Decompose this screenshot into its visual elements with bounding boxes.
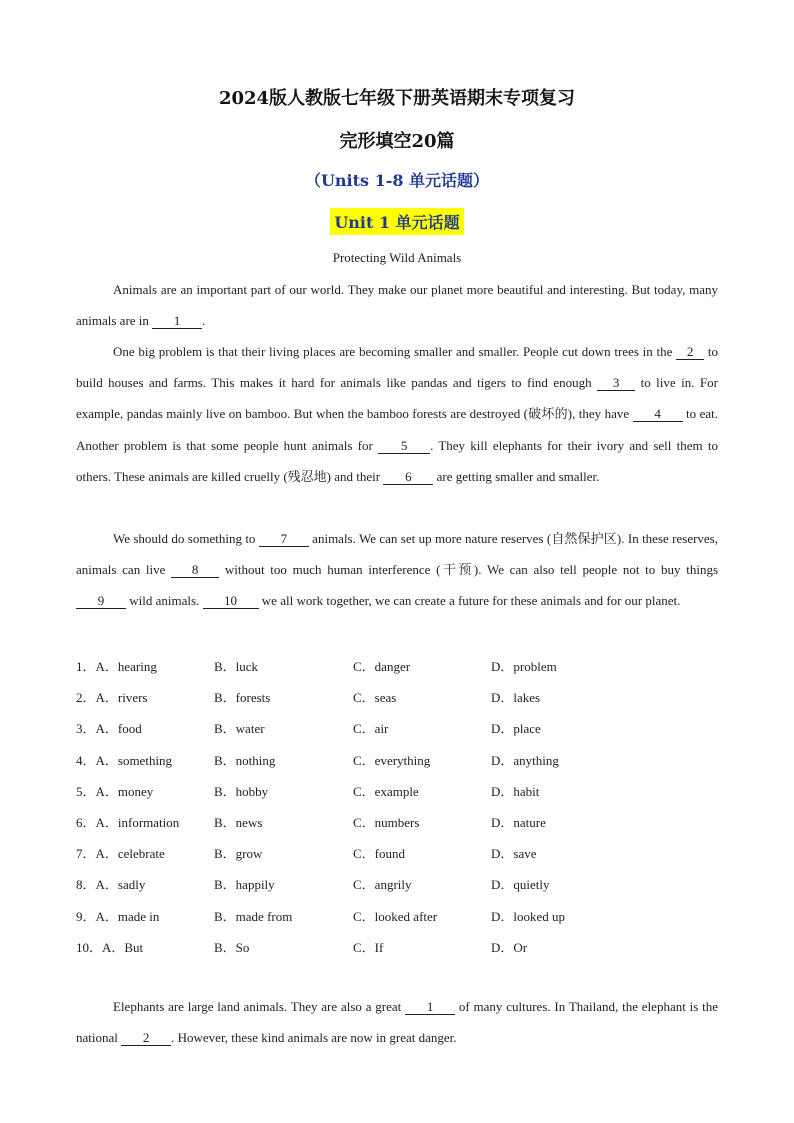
passage1-paragraph1	[76, 274, 718, 336]
option-b: B．grow	[214, 846, 263, 862]
option-c: C．found	[353, 846, 406, 862]
text: . However, these kind animals are now in great danger.	[171, 1030, 457, 1046]
option-b: B．nothing	[214, 752, 276, 768]
option-b: B．news	[214, 814, 263, 830]
blank-2: 2	[676, 345, 704, 360]
unit-label-highlight: Unit 1 单元话题	[330, 208, 463, 235]
blank-1: 1	[152, 314, 202, 329]
option-d: D．lakes	[491, 690, 541, 706]
text: to live in. For example, pandas mainly live on bamboo. But when the bamboo forests are destroyed (破坏的), they have	[76, 375, 718, 422]
option-row	[76, 804, 718, 835]
text: to build houses and farms. This makes it hard for animals like pandas and tigers to find enough	[76, 344, 718, 391]
option-a: 1．A．hearing	[76, 659, 157, 674]
option-a: 6．A．information	[76, 814, 180, 830]
blank-1: 1	[405, 1000, 455, 1015]
option-row	[76, 648, 718, 679]
option-row	[76, 773, 718, 804]
answer-options	[76, 648, 718, 960]
option-d: D．place	[491, 721, 541, 737]
option-b: B．happily	[214, 877, 275, 893]
passage1-paragraph3	[76, 523, 718, 617]
option-c: C．angrily	[353, 877, 412, 893]
unit-heading	[0, 208, 794, 235]
option-a: 10．A．But	[76, 939, 144, 955]
option-b: B．made from	[214, 908, 293, 924]
text: Animals are an important part of our world. They make our planet more beautiful and interesting. But today, many animals are in	[76, 282, 718, 329]
option-a: 8．A．sadly	[76, 877, 146, 893]
option-a: 7．A．celebrate	[76, 846, 165, 862]
option-row	[76, 898, 718, 929]
blank-8: 8	[171, 563, 219, 578]
option-c: C．looked after	[353, 908, 438, 924]
text: are getting smaller and smaller.	[433, 468, 600, 484]
blank-7: 7	[259, 532, 309, 547]
option-b: B．hobby	[214, 783, 269, 799]
blank-6: 6	[383, 470, 433, 485]
blank-9: 9	[76, 594, 126, 609]
document-subtitle: 完形填空20篇	[339, 131, 455, 152]
option-c: C．numbers	[353, 814, 420, 830]
option-c: C．air	[353, 721, 389, 737]
units-range-heading: （Units 1-8 单元话题）	[304, 171, 490, 190]
option-c: C．example	[353, 783, 419, 799]
text: We should do something to	[113, 531, 259, 546]
option-a: 5．A．money	[76, 783, 154, 799]
option-d: D．save	[491, 846, 537, 862]
option-d: D．nature	[491, 814, 546, 830]
option-row	[76, 710, 718, 741]
option-c: C．If	[353, 939, 384, 955]
text: Elephants are large land animals. They are also a great	[113, 999, 406, 1014]
text: to eat. Another problem is that some people hunt animals for	[76, 406, 718, 453]
option-b: B．luck	[214, 659, 259, 674]
option-a: 9．A．made in	[76, 908, 160, 924]
option-row	[76, 929, 718, 960]
text: without too much human interference (干预). We can also tell people not to buy things	[219, 562, 718, 578]
text: . They kill elephants for their ivory and sell them to others. These animals are killed cruelly (残忍地) and their	[76, 437, 718, 484]
document-title: 2024版人教版七年级下册英语期末专项复习	[218, 88, 576, 109]
option-d: D．quietly	[491, 877, 550, 893]
option-row	[76, 679, 718, 710]
option-d: D．anything	[491, 752, 559, 768]
option-b: B．forests	[214, 690, 271, 706]
text: One big problem is that their living places are becoming smaller and smaller. People cut down trees in the	[113, 344, 677, 359]
option-row	[76, 835, 718, 866]
blank-10: 10	[203, 594, 259, 609]
option-c: C．danger	[353, 659, 411, 674]
text: we all work together, we can create a future for these animals and for our planet.	[258, 593, 681, 609]
option-c: C．everything	[353, 752, 431, 768]
blank-5: 5	[378, 439, 430, 454]
option-c: C．seas	[353, 690, 397, 706]
text: of many cultures. In Thailand, the elephant is the national	[76, 999, 718, 1046]
option-b: B．water	[214, 721, 265, 737]
passage1-paragraph2	[76, 336, 718, 492]
option-a: 3．A．food	[76, 721, 142, 737]
option-d: D．habit	[491, 783, 540, 799]
option-row	[76, 742, 718, 773]
option-a: 4．A．something	[76, 752, 173, 768]
option-d: D．problem	[491, 659, 557, 674]
text: wild animals.	[126, 593, 203, 609]
option-row	[76, 866, 718, 897]
blank-2: 2	[121, 1031, 171, 1046]
blank-3: 3	[597, 376, 635, 391]
passage-title: Protecting Wild Animals	[332, 250, 462, 265]
option-d: D．looked up	[491, 908, 566, 924]
passage2-paragraph1	[76, 991, 718, 1053]
blank-4: 4	[633, 407, 683, 422]
text: animals. We can set up more nature reserves (自然保护区). In these reserves, animals can live	[76, 531, 718, 578]
text: .	[202, 313, 206, 329]
option-d: D．Or	[491, 939, 528, 955]
option-b: B．So	[214, 939, 250, 955]
option-a: 2．A．rivers	[76, 690, 148, 706]
